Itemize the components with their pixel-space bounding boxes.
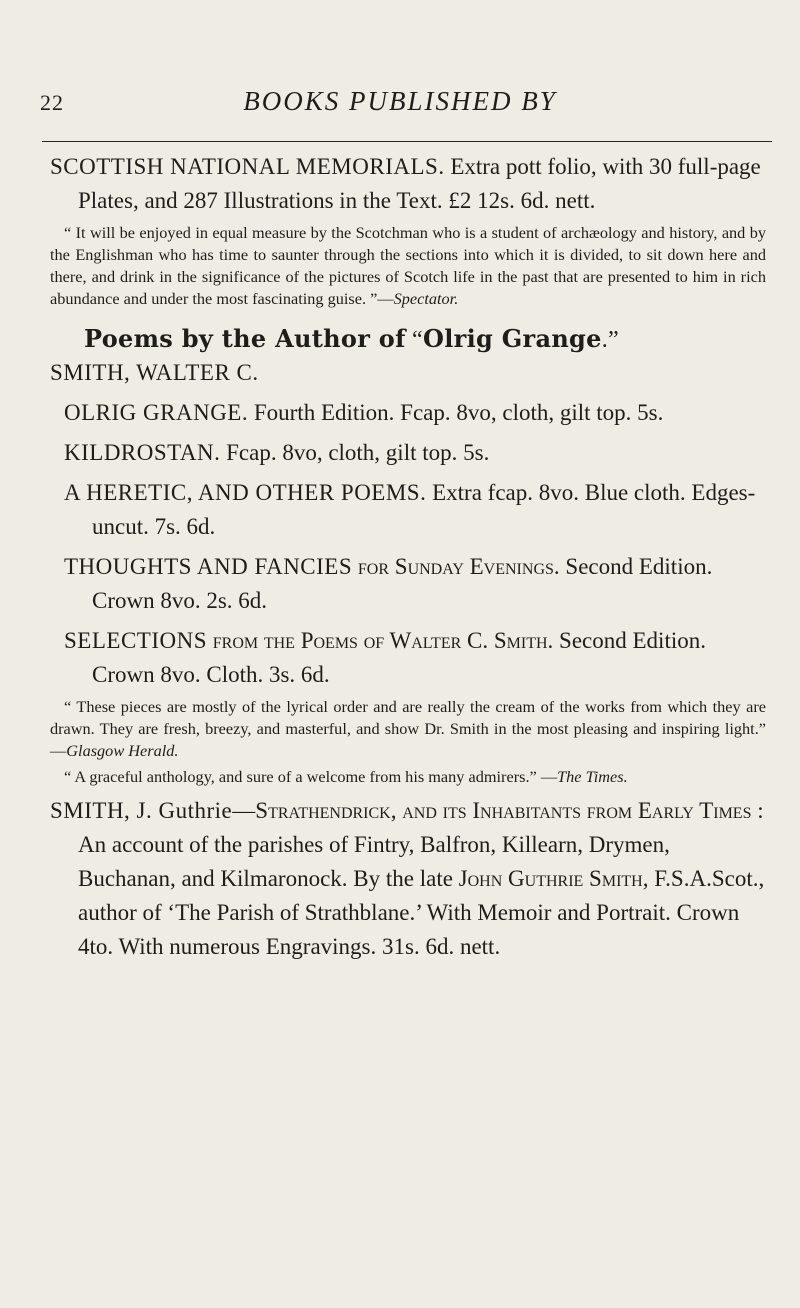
book-details: Second Edition. Crown 8vo. Cloth. 3s. 6d.	[92, 628, 706, 687]
entry-strathendrick: SMITH, J. Guthrie—Strathendrick, and its Inhabitants from Early Times : An account of the parishes of Fintry, Balfron, Killearn, Drymen, Buchanan, and Kilmaronock. By the late John Guthrie Smith, F.S.A.Scot., author of ‘The Parish of Strathblane.’ With Memoir and Portrait. Crown 4to. With numerous Engravings. 31s. 6d. nett.	[50, 798, 765, 959]
book-thoughts-and-fancies	[64, 550, 766, 618]
entry-details: : An account of the parishes of Fintry, Balfron, Killearn, Drymen, Buchanan, and Kilmaronock. By the late	[78, 798, 764, 891]
book-title: SELECTIONS	[64, 628, 207, 653]
book-title-smallcaps: for Sunday Evenings.	[352, 554, 560, 579]
page-number: 22	[40, 90, 64, 115]
section-heading	[84, 324, 766, 354]
quote-text: “ A graceful anthology, and sure of a welcome from his many admirers.” —	[64, 767, 558, 786]
book-details: Extra fcap. 8vo. Blue cloth. Edges-uncut. 7s. 6d.	[92, 480, 756, 539]
entry-title: Strathendrick, and its Inhabitants from Early Times	[255, 798, 752, 823]
entry-details-end: , F.S.A.Scot., author of ‘The Parish of Strathblane.’ With Memoir and Portrait. Crown 4to. With numerous Engravings. 31s. 6d. nett.	[78, 866, 765, 959]
review-quote-spectator	[50, 222, 766, 310]
quote-text: “ It will be enjoyed in equal measure by the Scotchman who is a student of archæology and history, and by the Englishman who has time to saunter through the sections into which it is divided, to sit down here and there, and drink in the significance of the pictures of Scotch life in the past that are presented to him in rich abundance and under the most fascinating guise. ”—	[50, 223, 766, 308]
running-head: BOOKS PUBLISHED BY	[243, 86, 557, 116]
page-body	[50, 150, 766, 964]
review-quote-the-times	[50, 766, 766, 788]
quote-text: “ These pieces are mostly of the lyrical order and are really the cream of the works from which they are drawn. They are fresh, breezy, and masterful, and show Dr. Smith in the most pleasing and inspiring light.” —	[50, 697, 766, 760]
book-selections	[64, 624, 766, 692]
entry-author-name: John Guthrie Smith	[458, 866, 643, 891]
quote-source: The Times.	[557, 767, 628, 786]
book-title: THOUGHTS AND FANCIES	[64, 554, 353, 579]
book-details: Second Edition. Crown 8vo. 2s. 6d.	[92, 554, 713, 613]
book-title: A HERETIC, AND OTHER POEMS.	[64, 480, 427, 505]
author-heading: SMITH, WALTER C.	[50, 360, 259, 385]
book-title-smallcaps: from the Poems of Walter C. Smith.	[207, 628, 554, 653]
quote-source: Spectator.	[393, 289, 459, 308]
book-details: Fcap. 8vo, cloth, gilt top. 5s.	[220, 440, 490, 465]
review-quote-glasgow-herald	[50, 696, 766, 762]
heading-part-b: Olrig Grange	[423, 324, 602, 353]
book-title: KILDROSTAN.	[64, 440, 221, 465]
heading-part-a: Poems by the Author of	[84, 324, 406, 353]
entry-details-line2: with 30 full-page Plates, and 287 Illustrations in the Text.	[78, 154, 761, 213]
book-kildrostan	[64, 436, 766, 470]
header-rule	[42, 141, 772, 142]
heading-open-quote: “	[405, 327, 423, 353]
book-title: OLRIG GRANGE.	[64, 400, 249, 425]
page-header	[0, 86, 800, 130]
book-olrig-grange	[64, 396, 766, 430]
book-details: Fourth Edition. Fcap. 8vo, cloth, gilt top. 5s.	[248, 400, 664, 425]
entry-scottish-national-memorials	[50, 150, 766, 218]
quote-source: Glasgow Herald.	[66, 741, 179, 760]
heading-close-quote: .”	[601, 327, 619, 353]
entry-title: SCOTTISH NATIONAL MEMORIALS.	[50, 154, 445, 179]
entry-author: SMITH, J. Guthrie	[50, 798, 233, 823]
book-a-heretic	[64, 476, 766, 544]
entry-price: £2 12s. 6d. nett.	[448, 188, 596, 213]
book-list	[64, 396, 766, 692]
entry-details: Extra pott folio,	[444, 154, 597, 179]
